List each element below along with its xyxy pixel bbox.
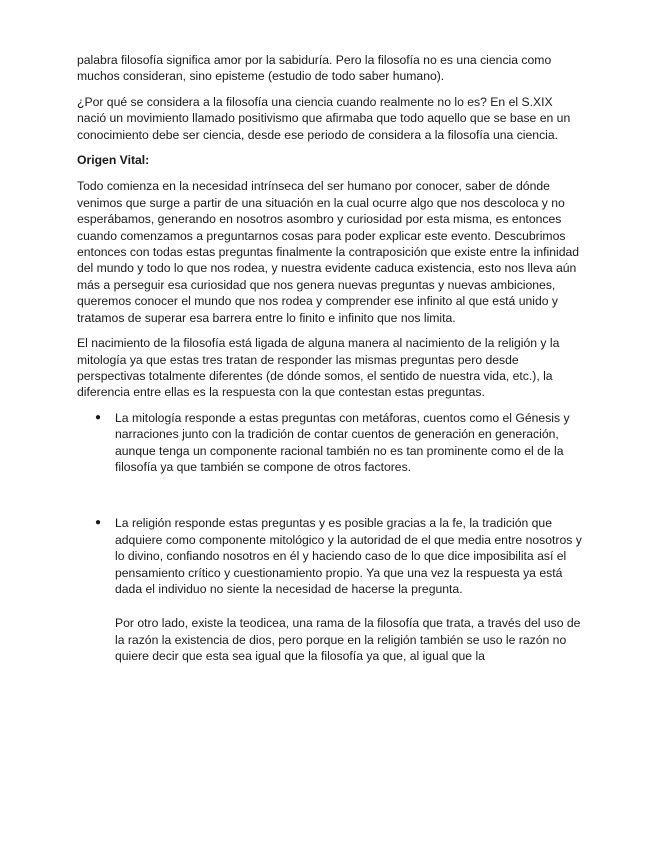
paragraph: El nacimiento de la filosofía está ligada de alguna manera al nacimiento de la religión y la mitología ya que estas tres tratan de responder las mismas preguntas pero desde perspectivas totalmente diferentes (de dónde somos, el sentido de nuestra vida, etc.), la diferencia entre ellas es la respuesta con la que contestan estas preguntas. <box>77 336 560 400</box>
list-item <box>77 515 582 664</box>
bullet-icon: ● <box>95 411 102 423</box>
paragraph: palabra filosofía significa amor por la sabiduría. Pero la filosofía no es una ciencia como muchos consideran, sino episteme (estudio de todo saber humano). <box>77 53 552 84</box>
list-item-continuation: Por otro lado, existe la teodicea, una rama de la filosofía que trata, a través del uso de la razón la existencia de dios, pero porque en la religión también se uso le razón no quiere decir que esta sea igual que la filosofía ya que, al igual que la <box>115 616 581 664</box>
document-page <box>77 52 582 665</box>
list-item-text: La religión responde estas preguntas y es posible gracias a la fe, la tradición que adquiere como componente mitológico y la autoridad de el que media entre nosotros y lo divino, confiando nosotros en él y haciendo caso de lo que dice imposibilita así el pensamiento crítico y cuestionamiento propio. Ya que una vez la respuesta ya está dada el individuo no siente la necesidad de hacerse la pregunta. <box>115 516 582 596</box>
list-spacer <box>77 475 582 515</box>
list-item <box>77 410 582 476</box>
bullet-list <box>77 410 582 665</box>
paragraph: Todo comienza en la necesidad intrínseca del ser humano por conocer, saber de dónde venimos que surge a partir de una situación en la cual ocurre algo que nos descoloca y no esperábamos, generando en nosotros asombro y curiosidad por esta misma, es entonces cuando comenzamos a preguntarnos cosas para poder explicar este evento. Descubrimos entonces con todas estas preguntas finalmente la contraposición que existe entre la infinidad del mundo y todo lo que nos rodea, y nuestra evidente caduca existencia, esto nos lleva aún más a perseguir esa curiosidad que nos genera nuevas preguntas y nuevas ambiciones, queremos conocer el mundo que nos rodea y comprender ese infinito al que está unido y tratamos de superar esa barrera entre lo finito e infinito que nos limita. <box>77 179 580 325</box>
section-heading: Origen Vital: <box>77 153 150 168</box>
bullet-icon: ● <box>95 517 102 529</box>
paragraph: ¿Por qué se considera a la filosofía una ciencia cuando realmente no lo es? En el S.XIX nació un movimiento llamado positivismo que afirmaba que todo aquello que se base en un conocimiento debe ser ciencia, desde ese periodo de considera a la filosofía una ciencia. <box>77 94 571 142</box>
list-item-text: La mitología responde a estas preguntas con metáforas, cuentos como el Génesis y narraciones junto con la tradición de contar cuentos de generación en generación, aunque tenga un componente racional también no es tan prominente como el de la filosofía ya que también se compone de otros factores. <box>115 410 570 474</box>
